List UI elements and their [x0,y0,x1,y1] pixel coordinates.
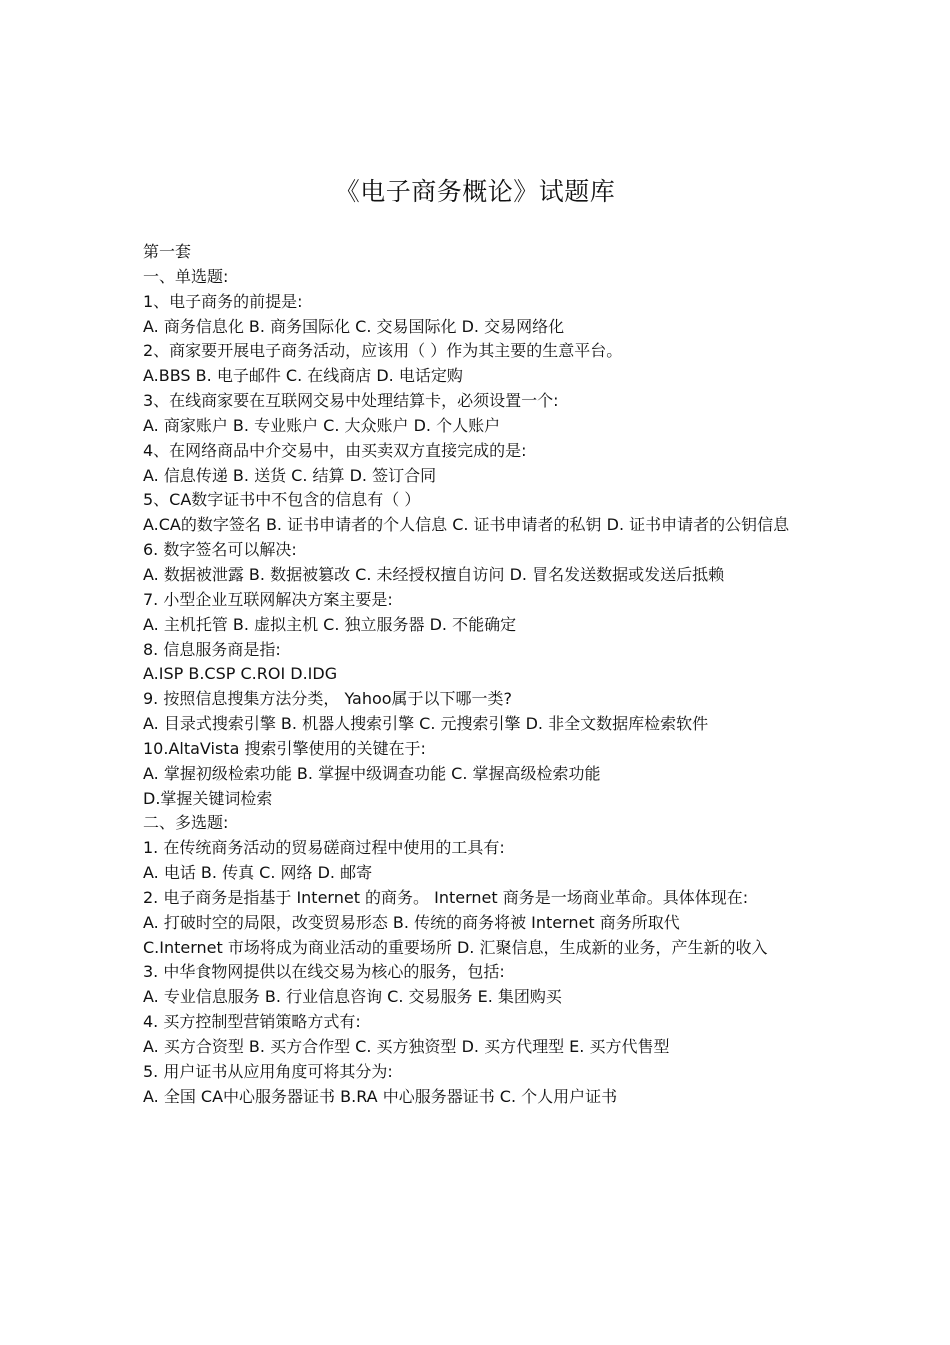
answer-options: A.ISP B.CSP C.ROI D.IDG [143,664,338,684]
answer-options: C.Internet 市场将成为商业活动的重要场所 D. 汇聚信息，生成新的业务，产生新的收入 [143,937,768,957]
question-text: 4. 买方控制型营销策略方式有: [143,1012,361,1032]
question-text: 7. 小型企业互联网解决方案主要是: [143,589,393,609]
answer-options: A. 信息传递 B. 送货 C. 结算 D. 签订合同 [143,465,437,485]
question-text: 5. 用户证书从应用角度可将其分为: [143,1061,393,1081]
question-text: 1、电子商务的前提是: [143,291,303,311]
question-text: 5、CA数字证书中不包含的信息有（ ） [143,490,421,510]
answer-options: A. 打破时空的局限，改变贸易形态 B. 传统的商务将被 Internet 商务所取代 [143,912,680,932]
question-text: 4、在网络商品中介交易中，由买卖双方直接完成的是: [143,440,527,460]
question-text: 6. 数字签名可以解决: [143,540,297,560]
question-text: 9. 按照信息搜集方法分类， Yahoo属于以下哪一类? [143,689,513,709]
answer-options: A.BBS B. 电子邮件 C. 在线商店 D. 电话定购 [143,366,463,386]
answer-options: A. 目录式搜索引擎 B. 机器人搜索引擎 C. 元搜索引擎 D. 非全文数据库检索软件 [143,714,709,734]
section-heading: 一、单选题: [143,266,229,286]
answer-options: A. 主机托管 B. 虚拟主机 C. 独立服务器 D. 不能确定 [143,614,517,634]
question-text: 8. 信息服务商是指: [143,639,281,659]
answer-options: A.CA的数字签名 B. 证书申请者的个人信息 C. 证书申请者的私钥 D. 证书申请者的公钥信息 [143,515,790,535]
question-text: 1. 在传统商务活动的贸易磋商过程中使用的工具有: [143,838,505,858]
question-text: 2、商家要开展电子商务活动，应该用（ ）作为其主要的生意平台。 [143,341,623,361]
question-text: 3. 中华食物网提供以在线交易为核心的服务，包括: [143,962,505,982]
section-heading: 二、多选题: [143,813,229,833]
document-title: 《电子商务概论》试题库 [334,177,616,206]
question-text: 3、在线商家要在互联网交易中处理结算卡，必须设置一个: [143,391,559,411]
answer-options: A. 全国 CA中心服务器证书 B.RA 中心服务器证书 C. 个人用户证书 [143,1086,618,1106]
answer-options: A. 电话 B. 传真 C. 网络 D. 邮寄 [143,863,373,883]
answer-options: A. 专业信息服务 B. 行业信息咨询 C. 交易服务 E. 集团购买 [143,987,562,1007]
answer-options: A. 数据被泄露 B. 数据被篡改 C. 未经授权擅自访问 D. 冒名发送数据或发送后抵赖 [143,564,725,584]
answer-options: A. 买方合资型 B. 买方合作型 C. 买方独资型 D. 买方代理型 E. 买方代售型 [143,1037,670,1056]
answer-options: A. 商家账户 B. 专业账户 C. 大众账户 D. 个人账户 [143,415,501,435]
answer-options: A. 掌握初级检索功能 B. 掌握中级调查功能 C. 掌握高级检索功能 [143,763,601,783]
section-heading: 第一套 [143,242,192,261]
answer-options: A. 商务信息化 B. 商务国际化 C. 交易国际化 D. 交易网络化 [143,316,565,336]
question-text: 2. 电子商务是指基于 Internet 的商务。 Internet 商务是一场商业革命。具体体现在: [143,887,749,907]
document-body [143,240,798,1110]
answer-options: D.掌握关键词检索 [143,788,273,808]
question-text: 10.AltaVista 搜索引擎使用的关键在于: [143,738,426,758]
